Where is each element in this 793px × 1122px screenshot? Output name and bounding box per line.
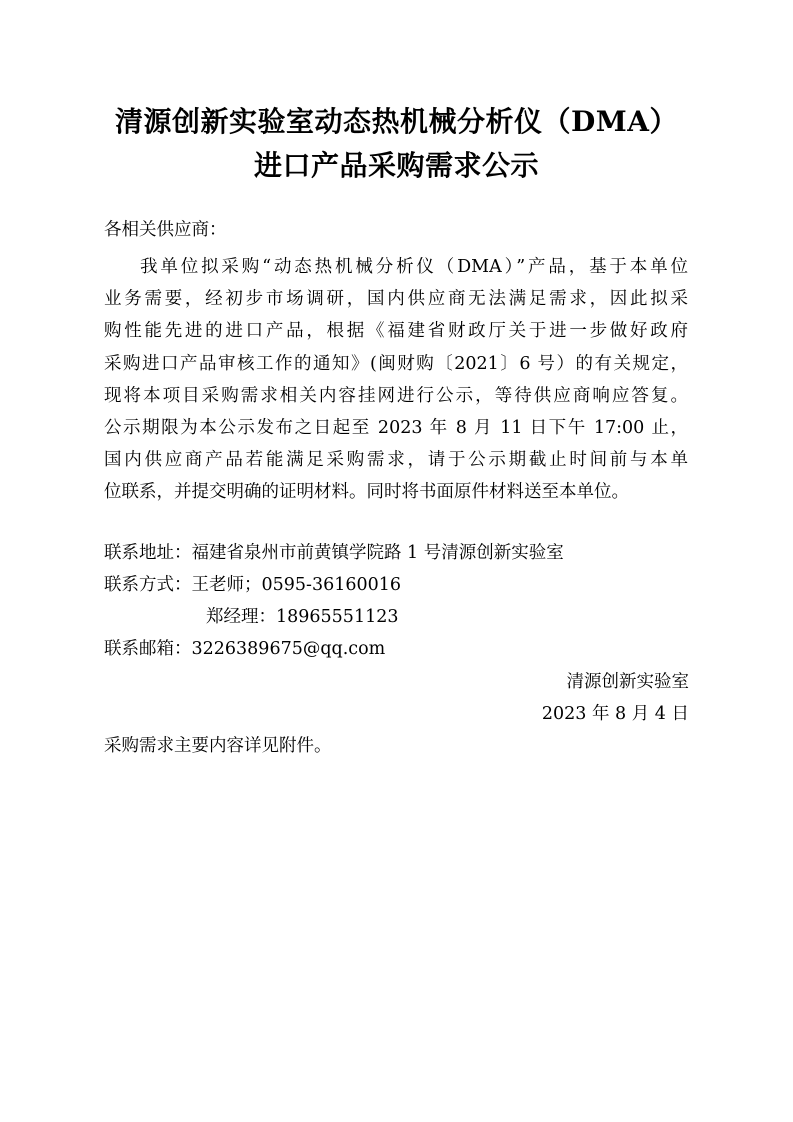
signature-organization: 清源创新实验室	[566, 672, 689, 692]
contact-phone-secondary	[206, 601, 398, 633]
contact-phone-value-1: 王老师；0595-36160016	[191, 575, 402, 595]
contact-email	[104, 633, 385, 665]
salutation: 各相关供应商：	[104, 220, 227, 240]
contact-email-value[interactable]: 3226389675@qq.com	[191, 639, 386, 659]
contact-address	[104, 537, 564, 569]
contact-email-label: 联系邮箱：	[104, 639, 192, 659]
document-title-line-2: 进口产品采购需求公示	[253, 149, 539, 182]
paragraph-line: 位联系，并提交明确的证明材料。同时将书面原件材料送至本单位。	[104, 482, 629, 503]
contact-address-label: 联系地址：	[104, 543, 192, 563]
paragraph-line: 采购进口产品审核工作的通知》(闽财购〔2021〕6 号）的有关规定，	[104, 353, 688, 374]
paragraph-line: 国内供应商产品若能满足采购需求，请于公示期截止时间前与本单	[104, 450, 688, 471]
paragraph-line: 购性能先进的进口产品，根据《福建省财政厅关于进一步做好政府	[104, 321, 688, 342]
paragraph-line: 业务需要，经初步市场调研，国内供应商无法满足需求，因此拟采	[104, 289, 688, 310]
contact-address-value: 福建省泉州市前黄镇学院路 1 号清源创新实验室	[191, 543, 564, 563]
announcement-paragraph	[104, 251, 688, 509]
paragraph-line: 公示期限为本公示发布之日起至 2023 年 8 月 11 日下午 17:00 止，	[104, 417, 688, 438]
paragraph-line: 我单位拟采购“动态热机械分析仪（DMA）”产品，基于本单位	[140, 257, 688, 277]
contact-phone-label: 联系方式：	[104, 575, 192, 595]
document-title-line-1: 清源创新实验室动态热机械分析仪（DMA）	[114, 105, 678, 138]
contact-phone-value-2: 郑经理：18965551123	[206, 607, 399, 627]
paragraph-line: 现将本项目采购需求相关内容挂网进行公示，等待供应商响应答复。	[104, 385, 688, 406]
contact-phone	[104, 569, 401, 601]
attachment-note: 采购需求主要内容详见附件。	[104, 736, 332, 756]
signature-date: 2023 年 8 月 4 日	[541, 704, 689, 724]
